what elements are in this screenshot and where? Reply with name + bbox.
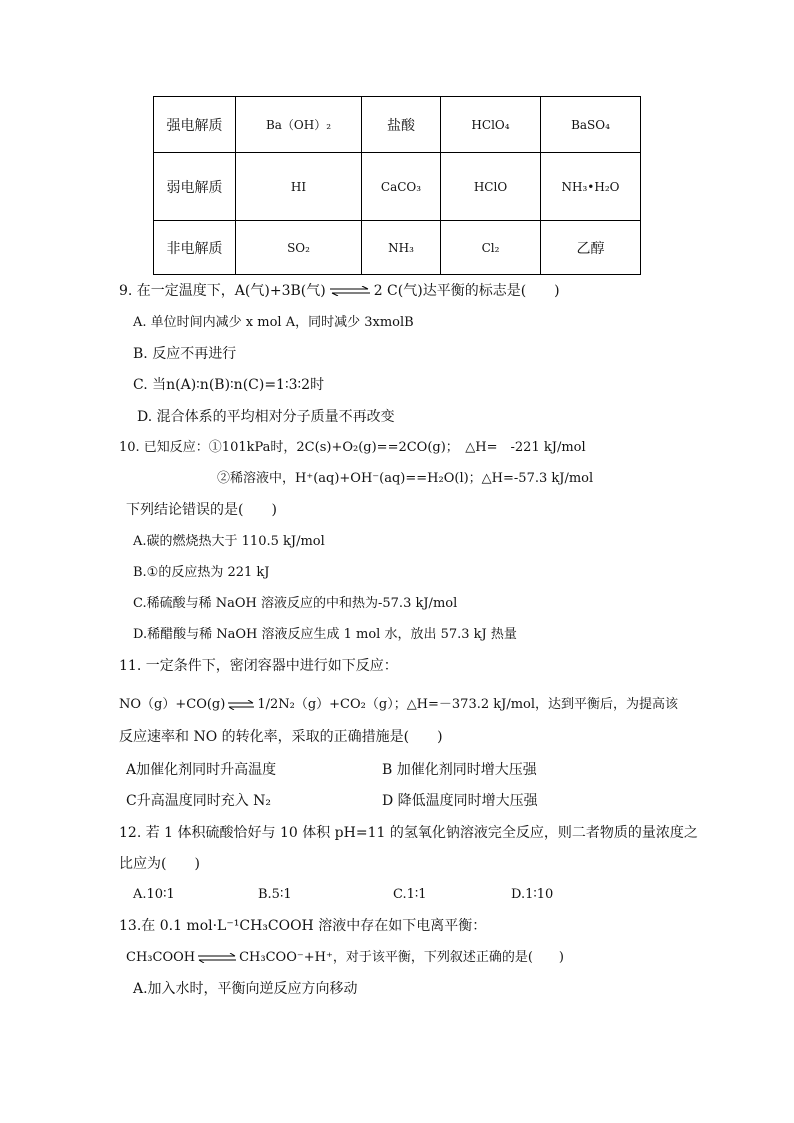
- q11-eq-post: 1/2N₂（g）+CO₂（g）；△H=－373.2 kJ/mol，达到平衡后，为提高该: [257, 697, 679, 712]
- q12-option-b: B.5∶1: [258, 887, 292, 902]
- q12-line2: 比应为( ): [119, 856, 200, 872]
- q11-eq-pre: NO（g）+CO(g): [119, 697, 226, 712]
- q9-stem-pre: 9. 在一定温度下，A(气)+3B(气): [119, 283, 326, 299]
- row-header: 强电解质: [154, 97, 236, 153]
- table-cell: 乙醇: [541, 221, 641, 275]
- table-row: [154, 221, 641, 275]
- q10-option-b: B.①的反应热为 221 kJ: [133, 565, 270, 580]
- q9-option-b: B. 反应不再进行: [133, 346, 237, 362]
- q10-option-a: A.碳的燃烧热大于 110.5 kJ/mol: [133, 534, 325, 549]
- q10-option-c: C.稀硫酸与稀 NaOH 溶液反应的中和热为-57.3 kJ/mol: [133, 596, 458, 611]
- q9-stem-post: 2 C(气)达平衡的标志是( ): [373, 283, 560, 299]
- q11-option-b: B 加催化剂同时增大压强: [382, 762, 537, 778]
- table-cell: Cl₂: [441, 221, 541, 275]
- table-cell: HClO₄: [441, 97, 541, 153]
- table-cell: Ba（OH）₂: [236, 97, 362, 153]
- q10-line1: 10. 已知反应：①101kPa时，2C(s)+O₂(g)==2CO(g)； △H= -221 kJ/mol: [119, 440, 586, 455]
- q11-equation: [119, 697, 678, 713]
- q12-option-d: D.1∶10: [511, 887, 554, 902]
- q9-option-c: C. 当n(A)∶n(B)∶n(C)=1∶3∶2时: [133, 377, 325, 393]
- q11-line3: 反应速率和 NO 的转化率，采取的正确措施是( ): [119, 729, 443, 745]
- q11-option-a: A加催化剂同时升高温度: [126, 762, 277, 778]
- q9-stem: [119, 283, 560, 299]
- table-row: [154, 97, 641, 153]
- table-cell: SO₂: [236, 221, 362, 275]
- q10-line2: ②稀溶液中，H⁺(aq)+OH⁻(aq)==H₂O(l)；△H=-57.3 kJ/mol: [217, 471, 594, 486]
- table-cell: CaCO₃: [362, 153, 441, 221]
- row-header: 非电解质: [154, 221, 236, 275]
- table-row: [154, 153, 641, 221]
- equilibrium-arrow-icon: [197, 953, 237, 963]
- q12-line1: 12. 若 1 体积硫酸恰好与 10 体积 pH=11 的氢氧化钠溶液完全反应，则二者物质的量浓度之: [119, 825, 698, 841]
- table-cell: HI: [236, 153, 362, 221]
- q12-option-c: C.1∶1: [393, 887, 427, 902]
- q13-equation: [126, 950, 564, 966]
- table-cell: BaSO₄: [541, 97, 641, 153]
- q13-eq-pre: CH₃COOH: [126, 950, 196, 965]
- table-cell: HClO: [441, 153, 541, 221]
- table-cell: NH₃: [362, 221, 441, 275]
- q10-option-d: D.稀醋酸与稀 NaOH 溶液反应生成 1 mol 水，放出 57.3 kJ 热量: [133, 627, 517, 642]
- q13-eq-post: CH₃COO⁻+H⁺，对于该平衡，下列叙述正确的是( ): [239, 950, 564, 965]
- q11-option-d: D 降低温度同时增大压强: [382, 793, 538, 809]
- table-cell: 盐酸: [362, 97, 441, 153]
- q13-stem: 13.在 0.1 mol·L⁻¹CH₃COOH 溶液中存在如下电离平衡：: [119, 918, 487, 934]
- q10-stem: 下列结论错误的是( ): [126, 502, 277, 518]
- table-cell: NH₃•H₂O: [541, 153, 641, 221]
- electrolyte-table: [153, 96, 641, 275]
- equilibrium-arrow-icon: [328, 286, 372, 296]
- q11-option-c: C升高温度同时充入 N₂: [126, 793, 272, 809]
- q13-option-a: A.加入水时，平衡向逆反应方向移动: [133, 981, 358, 997]
- row-header: 弱电解质: [154, 153, 236, 221]
- q12-option-a: A.10∶1: [133, 887, 175, 902]
- q11-stem: 11. 一定条件下，密闭容器中进行如下反应：: [119, 658, 398, 674]
- q9-option-d: D. 混合体系的平均相对分子质量不再改变: [137, 409, 395, 425]
- q9-option-a: A. 单位时间内减少 x mol A，同时减少 3xmolB: [133, 315, 414, 330]
- equilibrium-arrow-icon: [227, 700, 255, 710]
